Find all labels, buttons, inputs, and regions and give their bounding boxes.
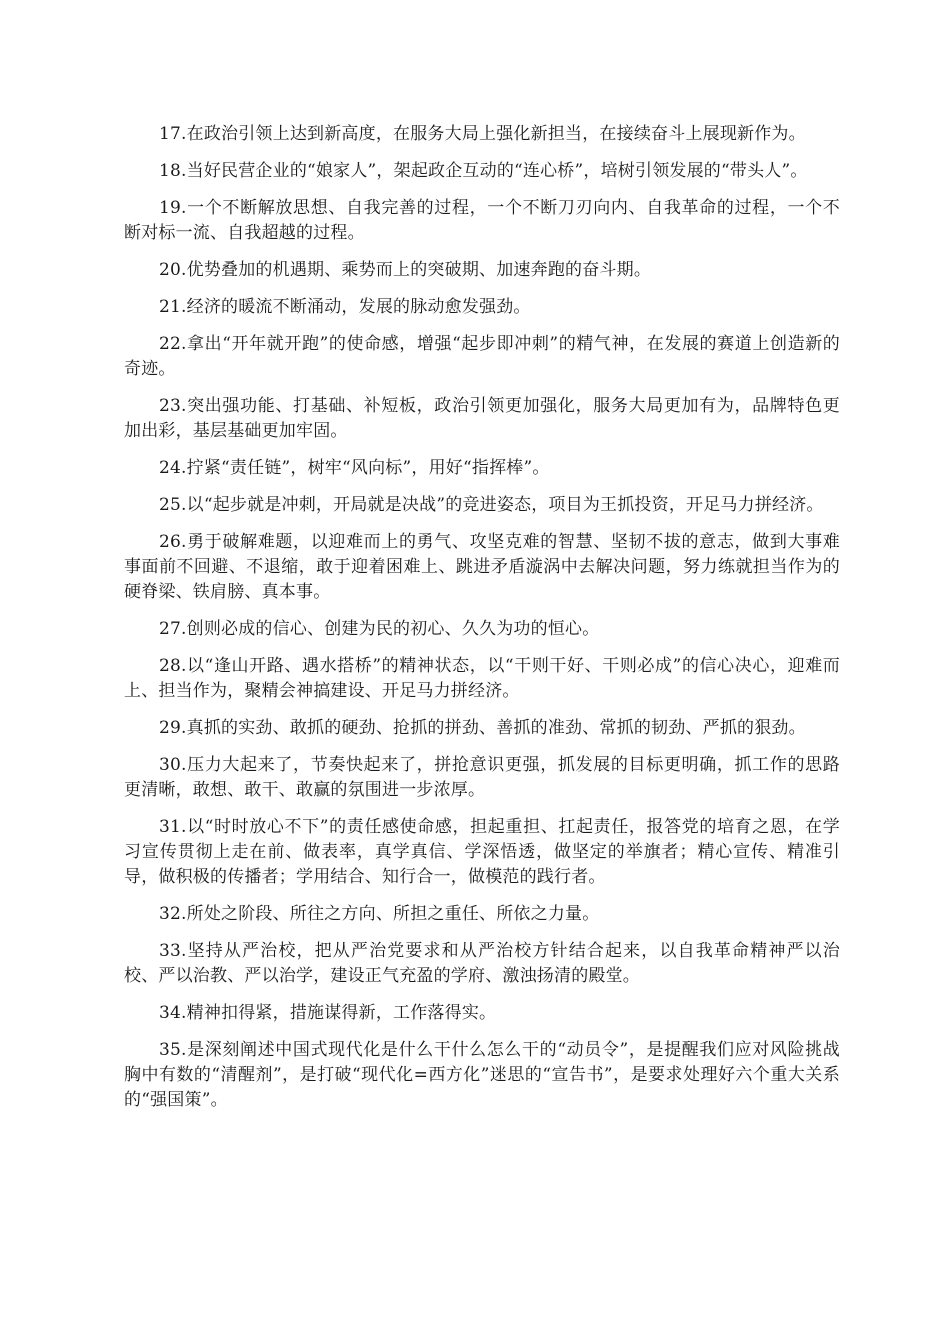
paragraph-23: 23.突出强功能、打基础、补短板，政治引领更加强化，服务大局更加有为，品牌特色更加出彩，基层基础更加牢固。 bbox=[124, 396, 840, 441]
paragraph-32: 32.所处之阶段、所往之方向、所担之重任、所依之力量。 bbox=[159, 904, 600, 924]
paragraph-31: 31.以“时时放心不下”的责任感使命感，担起重担、扛起责任，报答党的培育之恩，在学习宣传贯彻上走在前、做表率，真学真信、学深悟透，做坚定的举旗者；精心宣传、精准引导，做积极的传播者；学用结合、知行合一，做模范的践行者。 bbox=[124, 817, 840, 887]
paragraph-24: 24.拧紧“责任链”，树牢“风向标”，用好“指挥棒”。 bbox=[159, 458, 550, 478]
paragraph-35: 35.是深刻阐述中国式现代化是什么干什么怎么干的“动员令”，是提醒我们应对风险挑战胸中有数的“清醒剂”，是打破“现代化=西方化”迷思的“宣告书”，是要求处理好六个重大关系的“强国策”。 bbox=[124, 1040, 840, 1110]
document-page bbox=[124, 122, 840, 1125]
paragraph-19: 19.一个不断解放思想、自我完善的过程，一个不断刀刃向内、自我革命的过程，一个不断对标一流、自我超越的过程。 bbox=[124, 198, 840, 243]
paragraph-34: 34.精神扣得紧，措施谋得新，工作落得实。 bbox=[159, 1003, 497, 1023]
paragraph-21: 21.经济的暖流不断涌动，发展的脉动愈发强劲。 bbox=[159, 297, 531, 317]
paragraph-30: 30.压力大起来了，节奏快起来了，拼抢意识更强，抓发展的目标更明确，抓工作的思路更清晰，敢想、敢干、敢赢的氛围进一步浓厚。 bbox=[124, 755, 840, 800]
paragraph-22: 22.拿出“开年就开跑”的使命感，增强“起步即冲刺”的精气神，在发展的赛道上创造新的奇迹。 bbox=[124, 334, 840, 379]
paragraph-25: 25.以“起步就是冲刺，开局就是决战”的竞进姿态，项目为王抓投资，开足马力拼经济。 bbox=[159, 495, 824, 515]
paragraph-28: 28.以“逢山开路、遇水搭桥”的精神状态，以“干则干好、干则必成”的信心决心，迎难而上、担当作为，聚精会神搞建设、开足马力拼经济。 bbox=[124, 656, 840, 701]
paragraph-17: 17.在政治引领上达到新高度，在服务大局上强化新担当，在接续奋斗上展现新作为。 bbox=[159, 124, 806, 144]
paragraph-29: 29.真抓的实劲、敢抓的硬劲、抢抓的拼劲、善抓的准劲、常抓的韧劲、严抓的狠劲。 bbox=[159, 718, 806, 738]
paragraph-20: 20.优势叠加的机遇期、乘势而上的突破期、加速奔跑的奋斗期。 bbox=[159, 260, 652, 280]
paragraph-18: 18.当好民营企业的“娘家人”，架起政企互动的“连心桥”，培树引领发展的“带头人”。 bbox=[159, 161, 808, 181]
paragraph-27: 27.创则必成的信心、创建为民的初心、久久为功的恒心。 bbox=[159, 619, 600, 639]
paragraph-26: 26.勇于破解难题，以迎难而上的勇气、攻坚克难的智慧、坚韧不拔的意志，做到大事难事面前不回避、不退缩，敢于迎着困难上、跳进矛盾漩涡中去解决问题，努力练就担当作为的硬脊梁、铁肩膀、真本事。 bbox=[124, 532, 840, 602]
paragraph-33: 33.坚持从严治校，把从严治党要求和从严治校方针结合起来，以自我革命精神严以治校、严以治教、严以治学，建设正气充盈的学府、激浊扬清的殿堂。 bbox=[124, 941, 840, 986]
